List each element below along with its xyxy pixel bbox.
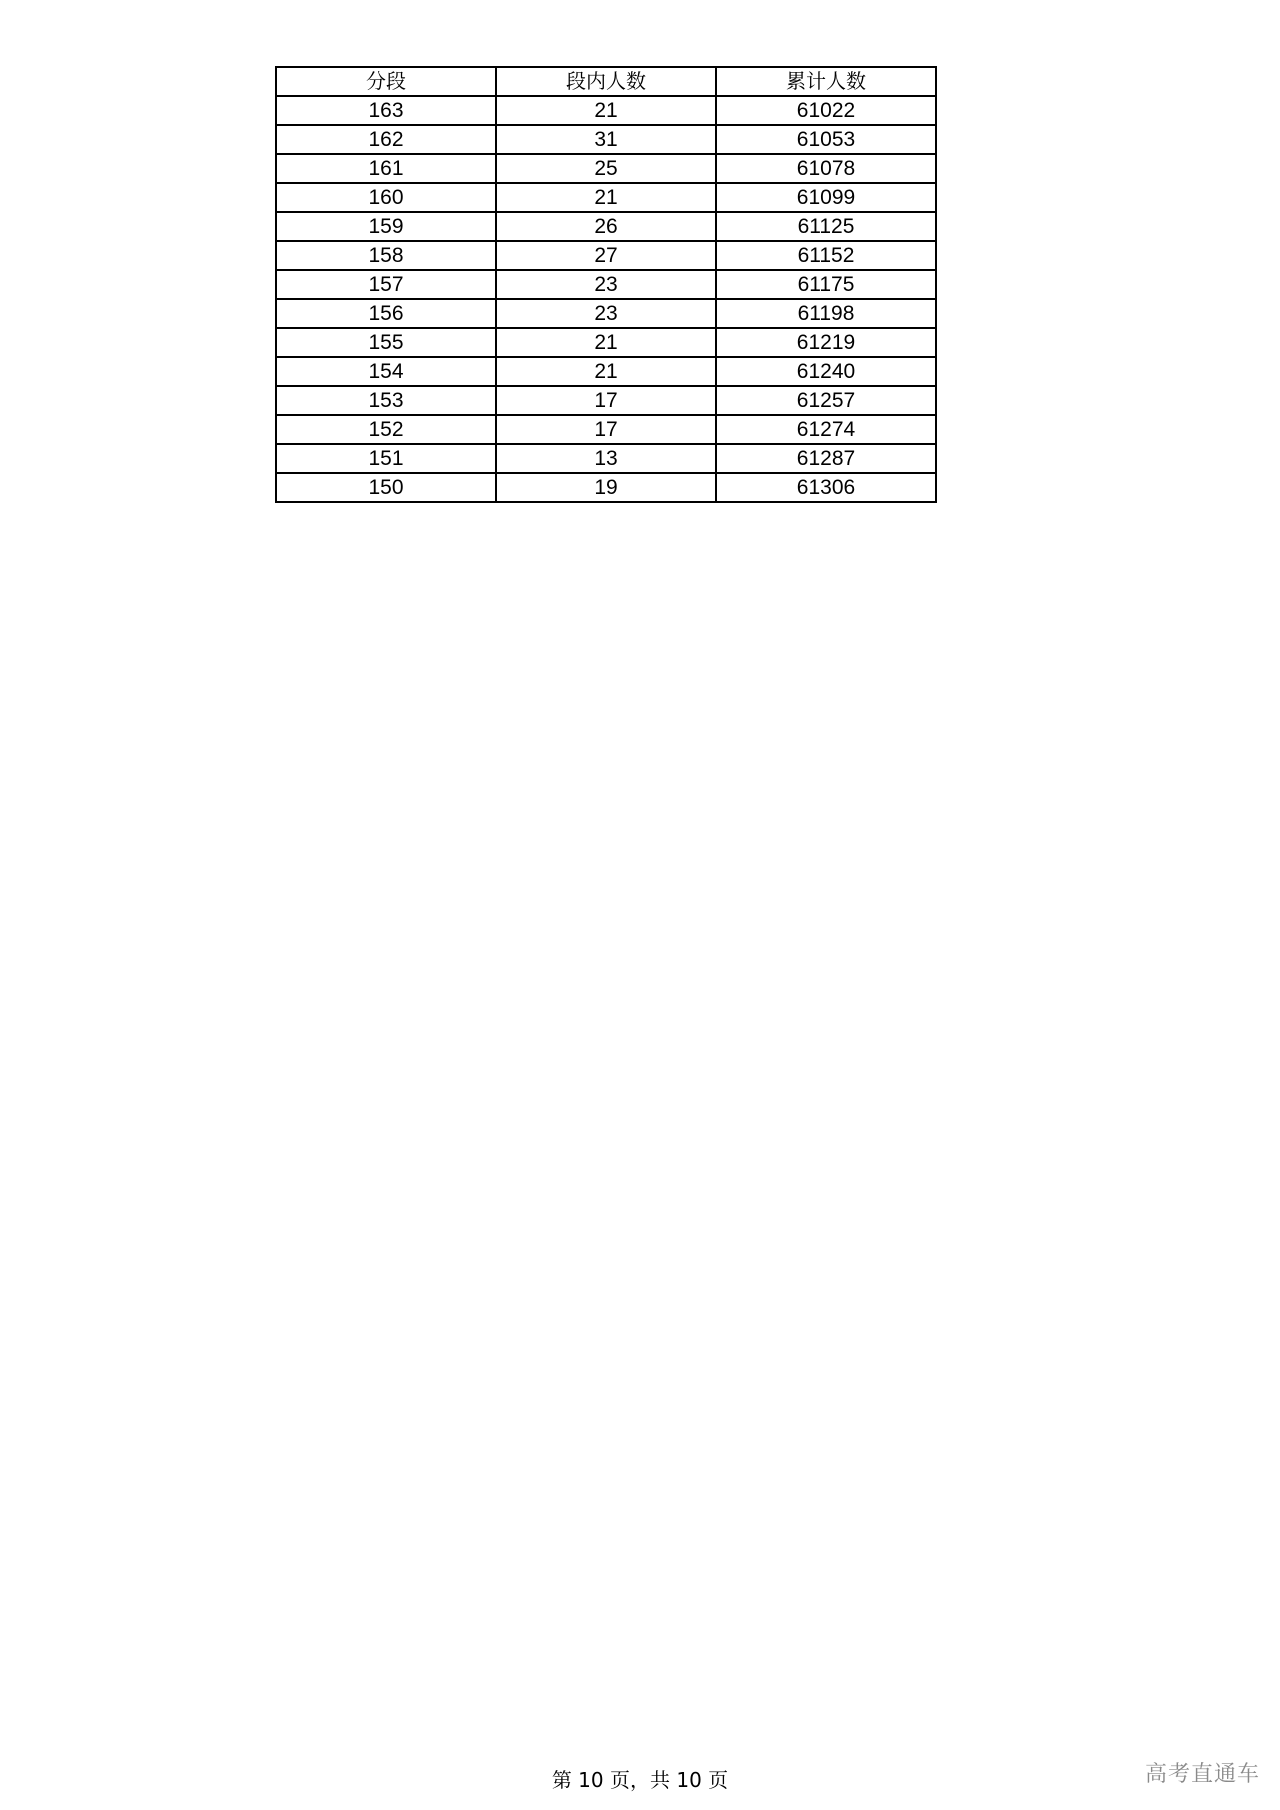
score-cell: 155	[276, 328, 496, 357]
table-row	[276, 415, 936, 444]
cumulative-count-cell: 61152	[716, 241, 936, 270]
cumulative-count-cell: 61022	[716, 96, 936, 125]
cumulative-count-cell: 61219	[716, 328, 936, 357]
table-row	[276, 357, 936, 386]
table-row	[276, 241, 936, 270]
score-cell: 159	[276, 212, 496, 241]
page-number-footer: 第 10 页，共 10 页	[551, 1768, 729, 1792]
cumulative-count-cell: 61287	[716, 444, 936, 473]
cumulative-count-cell: 61053	[716, 125, 936, 154]
segment-count-cell: 27	[496, 241, 716, 270]
cumulative-count-cell: 61198	[716, 299, 936, 328]
table-row	[276, 386, 936, 415]
segment-count-cell: 26	[496, 212, 716, 241]
table-row	[276, 299, 936, 328]
watermark-text: 高考直通车	[1144, 1762, 1260, 1787]
score-cell: 150	[276, 473, 496, 502]
segment-count-cell: 13	[496, 444, 716, 473]
segment-count-cell: 31	[496, 125, 716, 154]
table-row	[276, 473, 936, 502]
cumulative-count-cell: 61078	[716, 154, 936, 183]
table-header-row	[276, 67, 936, 96]
table-row	[276, 444, 936, 473]
header-score-segment: 分段	[276, 67, 496, 96]
segment-count-cell: 23	[496, 299, 716, 328]
score-cell: 153	[276, 386, 496, 415]
cumulative-count-cell: 61306	[716, 473, 936, 502]
score-cell: 163	[276, 96, 496, 125]
segment-count-cell: 25	[496, 154, 716, 183]
segment-count-cell: 17	[496, 415, 716, 444]
segment-count-cell: 19	[496, 473, 716, 502]
cumulative-count-cell: 61274	[716, 415, 936, 444]
segment-count-cell: 21	[496, 357, 716, 386]
table-row	[276, 125, 936, 154]
table-row	[276, 212, 936, 241]
cumulative-count-cell: 61099	[716, 183, 936, 212]
cumulative-count-cell: 61125	[716, 212, 936, 241]
header-cumulative-count: 累计人数	[716, 67, 936, 96]
score-cell: 157	[276, 270, 496, 299]
score-cell: 158	[276, 241, 496, 270]
segment-count-cell: 21	[496, 96, 716, 125]
score-cell: 151	[276, 444, 496, 473]
score-cell: 156	[276, 299, 496, 328]
cumulative-count-cell: 61175	[716, 270, 936, 299]
score-distribution-table	[275, 66, 937, 503]
segment-count-cell: 23	[496, 270, 716, 299]
cumulative-count-cell: 61257	[716, 386, 936, 415]
table-row	[276, 154, 936, 183]
score-cell: 162	[276, 125, 496, 154]
table-row	[276, 270, 936, 299]
score-cell: 161	[276, 154, 496, 183]
table-row	[276, 183, 936, 212]
segment-count-cell: 21	[496, 328, 716, 357]
table-row	[276, 96, 936, 125]
score-cell: 160	[276, 183, 496, 212]
segment-count-cell: 21	[496, 183, 716, 212]
score-cell: 154	[276, 357, 496, 386]
cumulative-count-cell: 61240	[716, 357, 936, 386]
header-segment-count: 段内人数	[496, 67, 716, 96]
score-cell: 152	[276, 415, 496, 444]
segment-count-cell: 17	[496, 386, 716, 415]
table-row	[276, 328, 936, 357]
